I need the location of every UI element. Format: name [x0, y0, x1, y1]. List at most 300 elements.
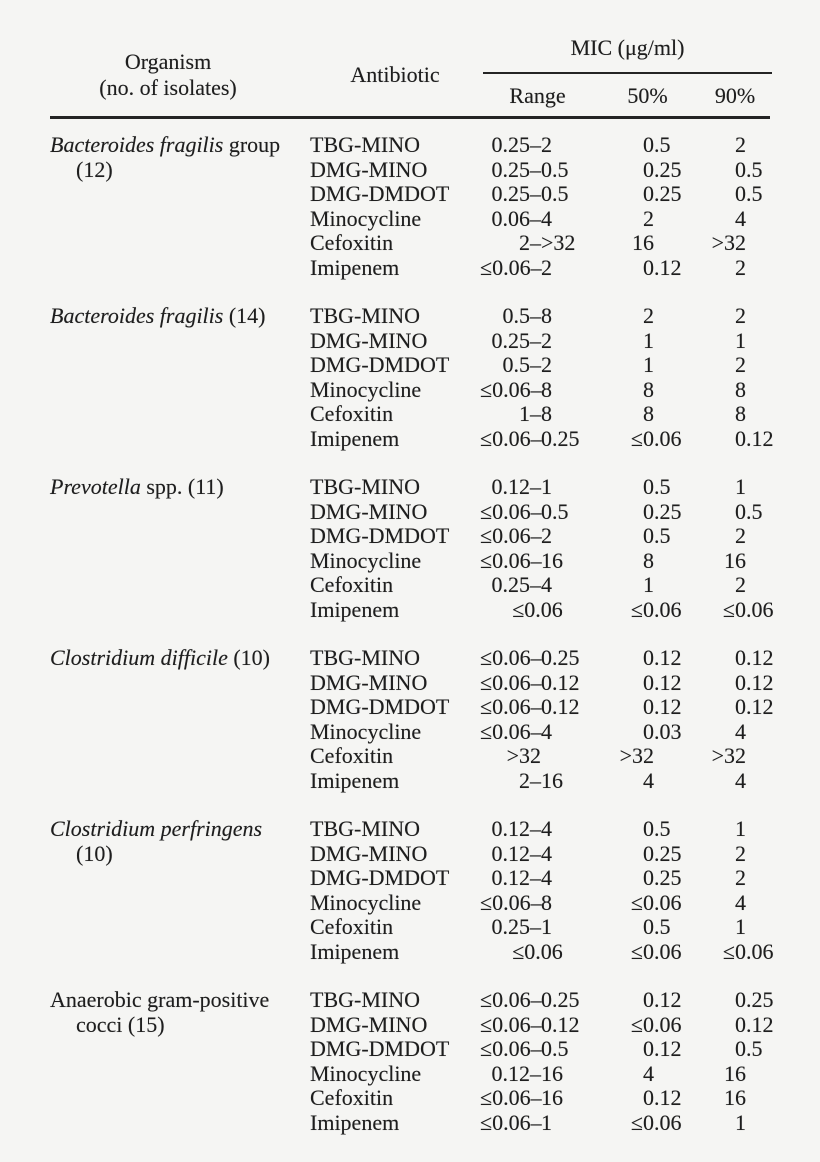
value-fraction-part [746, 1111, 792, 1136]
mic-range-cell [480, 866, 595, 891]
value-fraction-part: .5 [654, 474, 671, 499]
value-fraction-part [746, 915, 792, 940]
organism-name [50, 133, 310, 158]
antibiotic-cell: Imipenem [310, 938, 400, 964]
organism-column-header [50, 49, 286, 101]
mic-range-cell [480, 475, 595, 500]
value-integer-part: 4 [643, 767, 654, 793]
table-row [310, 158, 792, 183]
mic90-cell [700, 866, 792, 891]
value-fraction-part [746, 524, 792, 549]
antibiotic-cell: Imipenem [310, 425, 400, 451]
mic50-cell [595, 378, 700, 403]
value-integer-part: 1 [643, 572, 654, 597]
mic90-cell [700, 1086, 792, 1111]
organism-block [50, 475, 820, 622]
antibiotic-rows [310, 988, 792, 1135]
value-fraction-part [654, 769, 700, 794]
value-fraction-part: .12 [654, 645, 682, 670]
value-fraction-part: .5 [654, 816, 671, 841]
organism-name-italic: Prevotella [50, 474, 141, 499]
value-integer-part: 2 [643, 205, 654, 231]
mic-range-cell [480, 500, 595, 525]
table-row [310, 304, 792, 329]
range-column-header: Range [509, 83, 566, 108]
value-integer-part: 0 [643, 694, 654, 719]
value-fraction-part: .12 [654, 694, 682, 719]
table-row [310, 891, 792, 916]
mic50-cell [595, 769, 700, 794]
range-low: ≤0.06– [480, 694, 542, 719]
mic90-cell [700, 427, 792, 452]
mic90-column-header: 90% [714, 83, 756, 108]
range-low: ≤0.06– [480, 669, 542, 695]
organism-name-italic: Bacteroides fragilis [50, 132, 224, 157]
range-low: ≤0.06– [480, 1036, 542, 1061]
value-fraction-part: .25 [654, 181, 682, 206]
value-integer-part: 1 [735, 1109, 746, 1135]
table-row [310, 695, 792, 720]
range-low: 0.12– [491, 1060, 541, 1086]
antibiotic-cell: Minocycline [310, 1060, 422, 1086]
mic90-cell [700, 378, 792, 403]
mic90-cell [700, 207, 792, 232]
mic90-cell [700, 524, 792, 549]
range-low: 0.12– [491, 816, 541, 841]
antibiotic-cell: DMG-DMDOT [310, 523, 450, 548]
value-fraction-part [654, 573, 700, 598]
value-fraction-part [746, 769, 792, 794]
range-low: ≤0.06– [480, 1085, 542, 1110]
organism-name [50, 304, 310, 329]
table-row [310, 182, 792, 207]
mic-range-cell [480, 842, 595, 867]
value-fraction-part [746, 817, 792, 842]
mic50-cell [595, 353, 700, 378]
value-integer-part: 0 [735, 694, 746, 719]
value-integer-part: 0 [643, 498, 654, 524]
range-high: 0.5 [541, 181, 569, 206]
value-fraction-part: .5 [654, 132, 671, 157]
mic50-column-header: 50% [627, 83, 668, 108]
mic90-cell [700, 1037, 792, 1062]
value-integer-part: 0 [643, 987, 654, 1012]
range-low: ≤0.06– [480, 425, 542, 451]
range-high: 1 [541, 474, 552, 499]
mic50-cell [595, 524, 700, 549]
value-integer-part: 1 [735, 327, 746, 353]
value-fraction-part: .12 [746, 645, 774, 670]
value-fraction-part [746, 720, 792, 745]
organism-isolates-count: (10) [76, 840, 113, 866]
range-high [541, 744, 595, 769]
table-row [310, 207, 792, 232]
value-integer-part: 1 [735, 816, 746, 841]
value-fraction-part: .06 [654, 1109, 682, 1135]
table-row [310, 988, 792, 1013]
mic-range-cell [480, 158, 595, 183]
antibiotic-cell: DMG-MINO [310, 156, 428, 182]
value-fraction-part [746, 891, 792, 916]
mic-range-cell [480, 769, 595, 794]
table-row [310, 915, 792, 940]
value-fraction-part [746, 353, 792, 378]
mic50-cell [595, 720, 700, 745]
antibiotic-cell: Imipenem [310, 254, 400, 280]
mic-range-cell [480, 720, 595, 745]
range-high: 8 [541, 303, 552, 328]
value-fraction-part [746, 133, 792, 158]
range-high: 0.25 [541, 987, 580, 1012]
mic90-cell [700, 1111, 792, 1136]
mic-range-cell [480, 744, 595, 769]
mic90-cell [700, 769, 792, 794]
table-row [310, 353, 792, 378]
mic50-cell [595, 329, 700, 354]
table-row [310, 549, 792, 574]
antibiotic-cell: DMG-DMDOT [310, 1036, 450, 1061]
range-high: 0.5 [541, 1036, 569, 1061]
organism-header-line2: (no. of isolates) [99, 75, 237, 100]
value-integer-part: 0 [735, 1036, 746, 1061]
organism-name-roman: (14) [223, 303, 266, 328]
value-integer-part: 0 [643, 1036, 654, 1061]
mic90-cell [700, 988, 792, 1013]
mic50-cell [595, 842, 700, 867]
mic-range-cell [480, 207, 595, 232]
value-integer-part: 0 [643, 840, 654, 866]
value-fraction-part: .25 [654, 865, 682, 890]
value-fraction-part: .12 [746, 1011, 774, 1037]
mic90-cell [700, 549, 792, 574]
range-low: 2– [519, 230, 541, 255]
value-fraction-part: .06 [746, 596, 774, 622]
organism-block [50, 817, 820, 964]
value-integer-part: ≤0 [630, 1011, 654, 1037]
antibiotic-cell: Cefoxitin [310, 914, 394, 939]
value-integer-part: 0 [643, 718, 654, 744]
value-fraction-part [654, 744, 700, 769]
antibiotic-cell: DMG-MINO [310, 840, 428, 866]
organism-cell [50, 304, 310, 451]
table-row [310, 1013, 792, 1038]
value-fraction-part: .12 [654, 669, 682, 695]
range-low: 0.12– [491, 865, 541, 890]
mic50-cell [595, 940, 700, 965]
organism-block [50, 988, 820, 1135]
mic50-cell [595, 182, 700, 207]
mic50-cell [595, 744, 700, 769]
organism-block [50, 304, 820, 451]
mic-range-cell [480, 1062, 595, 1087]
value-fraction-part [746, 256, 792, 281]
antibiotic-cell: Imipenem [310, 1109, 400, 1135]
range-high: 1 [541, 914, 552, 939]
range-high: 2 [541, 523, 552, 548]
antibiotic-cell: Minocycline [310, 718, 422, 744]
mic50-cell [595, 671, 700, 696]
antibiotic-rows [310, 817, 792, 964]
range-high: 2 [541, 327, 552, 353]
value-integer-part: 0 [735, 669, 746, 695]
value-integer-part: 0 [643, 156, 654, 182]
mic90-cell [700, 402, 792, 427]
value-fraction-part: .12 [654, 987, 682, 1012]
value-integer-part: 0 [643, 1085, 654, 1110]
range-low: 1– [519, 401, 541, 426]
antibiotic-rows [310, 475, 792, 622]
value-integer-part: 8 [643, 401, 654, 426]
value-integer-part: 0 [643, 645, 654, 670]
value-fraction-part [654, 353, 700, 378]
mic90-cell [700, 817, 792, 842]
value-integer-part: 0 [643, 474, 654, 499]
value-integer-part: 8 [735, 401, 746, 426]
mic50-cell [595, 1062, 700, 1087]
table-row [310, 427, 792, 452]
value-fraction-part [654, 304, 700, 329]
range-high: 4 [541, 840, 552, 866]
mic90-cell [700, 940, 792, 965]
mic-range-cell [480, 646, 595, 671]
value-fraction-part: .25 [654, 498, 682, 524]
value-integer-part: >32 [711, 743, 746, 768]
value-fraction-part: .5 [746, 156, 763, 182]
range-high: 0.12 [541, 669, 580, 695]
mic90-cell [700, 915, 792, 940]
mic50-cell [595, 304, 700, 329]
organism-name-roman: group [223, 132, 281, 157]
value-fraction-part [654, 1062, 700, 1087]
organism-name-italic: Clostridium perfringens [50, 816, 263, 841]
value-fraction-part [654, 549, 700, 574]
value-fraction-part: .06 [654, 938, 682, 964]
value-integer-part: 4 [735, 205, 746, 231]
value-integer-part: >32 [619, 743, 654, 768]
organism-cell [50, 988, 310, 1135]
table-row [310, 866, 792, 891]
value-integer-part: ≤0 [722, 596, 746, 622]
value-integer-part: 0 [643, 254, 654, 280]
mic-range-cell [480, 1013, 595, 1038]
value-integer-part: 2 [735, 572, 746, 597]
value-fraction-part: .5 [746, 498, 763, 524]
mic50-cell [595, 1086, 700, 1111]
range-low: 0.25– [491, 156, 541, 182]
mic50-cell [595, 695, 700, 720]
value-integer-part: 4 [735, 767, 746, 793]
mic-range-cell [480, 817, 595, 842]
table-header [0, 0, 820, 120]
table-body [0, 120, 820, 1159]
mic50-cell [595, 1037, 700, 1062]
mic90-cell [700, 231, 792, 256]
value-integer-part: ≤0 [630, 596, 654, 622]
range-high: 8 [541, 376, 552, 402]
mic-range-cell [480, 940, 595, 965]
table-row [310, 231, 792, 256]
range-low: 0.06– [491, 205, 541, 231]
mic90-cell [700, 646, 792, 671]
range-low: ≤0.06– [480, 718, 542, 744]
value-integer-part: 0 [643, 523, 654, 548]
table-row [310, 500, 792, 525]
value-fraction-part [746, 207, 792, 232]
range-high: 1 [541, 1109, 552, 1135]
mic90-cell [700, 720, 792, 745]
value-fraction-part: .12 [654, 254, 682, 280]
value-fraction-part: .25 [654, 156, 682, 182]
mic90-cell [700, 744, 792, 769]
range-low: 0.25– [491, 132, 541, 157]
organism-header-line1: Organism [124, 49, 212, 74]
mic-range-cell [480, 182, 595, 207]
value-fraction-part [746, 378, 792, 403]
range-high: 4 [541, 865, 552, 890]
value-integer-part: 4 [643, 1060, 654, 1086]
antibiotic-cell: Cefoxitin [310, 743, 394, 768]
organism-cell [50, 817, 310, 964]
range-low: ≤0.06– [480, 523, 542, 548]
mic-range-cell [480, 402, 595, 427]
antibiotic-cell: TBG-MINO [310, 303, 420, 328]
range-low: 0.12– [491, 474, 541, 499]
antibiotic-cell: Minocycline [310, 889, 422, 915]
mic-range-cell [480, 378, 595, 403]
value-integer-part: 0 [643, 914, 654, 939]
mic-range-cell [480, 133, 595, 158]
value-integer-part: 0 [735, 645, 746, 670]
antibiotic-cell: Minocycline [310, 547, 422, 573]
value-integer-part: ≤0 [630, 1109, 654, 1135]
value-fraction-part: .12 [746, 694, 774, 719]
range-single: >32 [506, 743, 541, 768]
mic50-cell [595, 500, 700, 525]
header-separator-rule [50, 116, 770, 119]
organism-name-roman: Anaerobic gram-positive [50, 987, 270, 1012]
value-integer-part: ≤0 [722, 938, 746, 964]
value-integer-part: 0 [643, 181, 654, 206]
value-integer-part: >32 [711, 230, 746, 255]
value-integer-part: 0 [643, 669, 654, 695]
organism-name [50, 646, 310, 671]
mic90-cell [700, 133, 792, 158]
antibiotic-cell: DMG-MINO [310, 1011, 428, 1037]
value-integer-part: 1 [735, 474, 746, 499]
mic-range-cell [480, 1037, 595, 1062]
value-integer-part: 4 [735, 889, 746, 915]
mic50-cell [595, 817, 700, 842]
range-single: ≤0.06 [512, 596, 563, 622]
mic-range-cell [480, 598, 595, 623]
organism-cell [50, 133, 310, 280]
mic50-cell [595, 231, 700, 256]
mic90-cell [700, 842, 792, 867]
table-row [310, 769, 792, 794]
table-row [310, 940, 792, 965]
mic50-cell [595, 1111, 700, 1136]
organism-isolates-count: (12) [76, 156, 113, 182]
antibiotic-cell: TBG-MINO [310, 987, 420, 1012]
value-fraction-part [746, 866, 792, 891]
mic-range-cell [480, 256, 595, 281]
table-row [310, 524, 792, 549]
range-high: 4 [541, 718, 552, 744]
range-high: 16 [541, 767, 563, 793]
value-fraction-part: .12 [746, 669, 774, 695]
mic50-cell [595, 598, 700, 623]
value-fraction-part: .5 [746, 181, 763, 206]
table-row [310, 720, 792, 745]
range-low: ≤0.06– [480, 498, 542, 524]
range-low: 0.5– [502, 352, 541, 377]
value-integer-part: 0 [643, 865, 654, 890]
range-high: 0.5 [541, 498, 569, 524]
range-high: 8 [541, 889, 552, 915]
organism-name-italic: Clostridium difficile [50, 645, 228, 670]
range-low: 0.25– [491, 181, 541, 206]
value-integer-part: 1 [735, 914, 746, 939]
antibiotic-cell: TBG-MINO [310, 816, 420, 841]
antibiotic-rows [310, 133, 792, 280]
range-high: 16 [541, 1085, 563, 1110]
value-integer-part: 0 [735, 498, 746, 524]
value-fraction-part: .06 [654, 425, 682, 451]
value-integer-part: 2 [643, 303, 654, 328]
table-row [310, 646, 792, 671]
mic90-cell [700, 353, 792, 378]
antibiotic-cell: Cefoxitin [310, 401, 394, 426]
organism-name [50, 475, 310, 500]
range-low: 2– [519, 767, 541, 793]
value-integer-part: 16 [724, 547, 746, 573]
value-fraction-part [746, 549, 792, 574]
range-high: 4 [541, 816, 552, 841]
mic50-cell [595, 256, 700, 281]
mic50-cell [595, 158, 700, 183]
table-row [310, 573, 792, 598]
value-integer-part: 2 [735, 303, 746, 328]
mic90-cell [700, 256, 792, 281]
mic50-cell [595, 866, 700, 891]
antibiotic-cell: DMG-DMDOT [310, 181, 450, 206]
value-integer-part: 2 [735, 523, 746, 548]
value-integer-part: 2 [735, 840, 746, 866]
mic-range-cell [480, 231, 595, 256]
range-high: 0.5 [541, 156, 569, 182]
organism-isolates-count: cocci (15) [76, 1011, 165, 1037]
value-fraction-part [746, 573, 792, 598]
mic90-cell [700, 182, 792, 207]
range-low: ≤0.06– [480, 987, 542, 1012]
value-integer-part: 2 [735, 132, 746, 157]
value-fraction-part [746, 1086, 792, 1111]
value-fraction-part: .5 [654, 523, 671, 548]
antibiotic-cell: TBG-MINO [310, 132, 420, 157]
range-low: ≤0.06– [480, 645, 542, 670]
mic-range-cell [480, 549, 595, 574]
value-integer-part: 1 [643, 352, 654, 377]
organism-cell [50, 646, 310, 793]
value-integer-part: 16 [724, 1085, 746, 1110]
antibiotic-rows [310, 304, 792, 451]
value-fraction-part [654, 402, 700, 427]
value-fraction-part [654, 329, 700, 354]
mic90-cell [700, 1013, 792, 1038]
range-high: 2 [541, 352, 552, 377]
value-integer-part: 2 [735, 352, 746, 377]
range-high: >32 [541, 230, 576, 255]
